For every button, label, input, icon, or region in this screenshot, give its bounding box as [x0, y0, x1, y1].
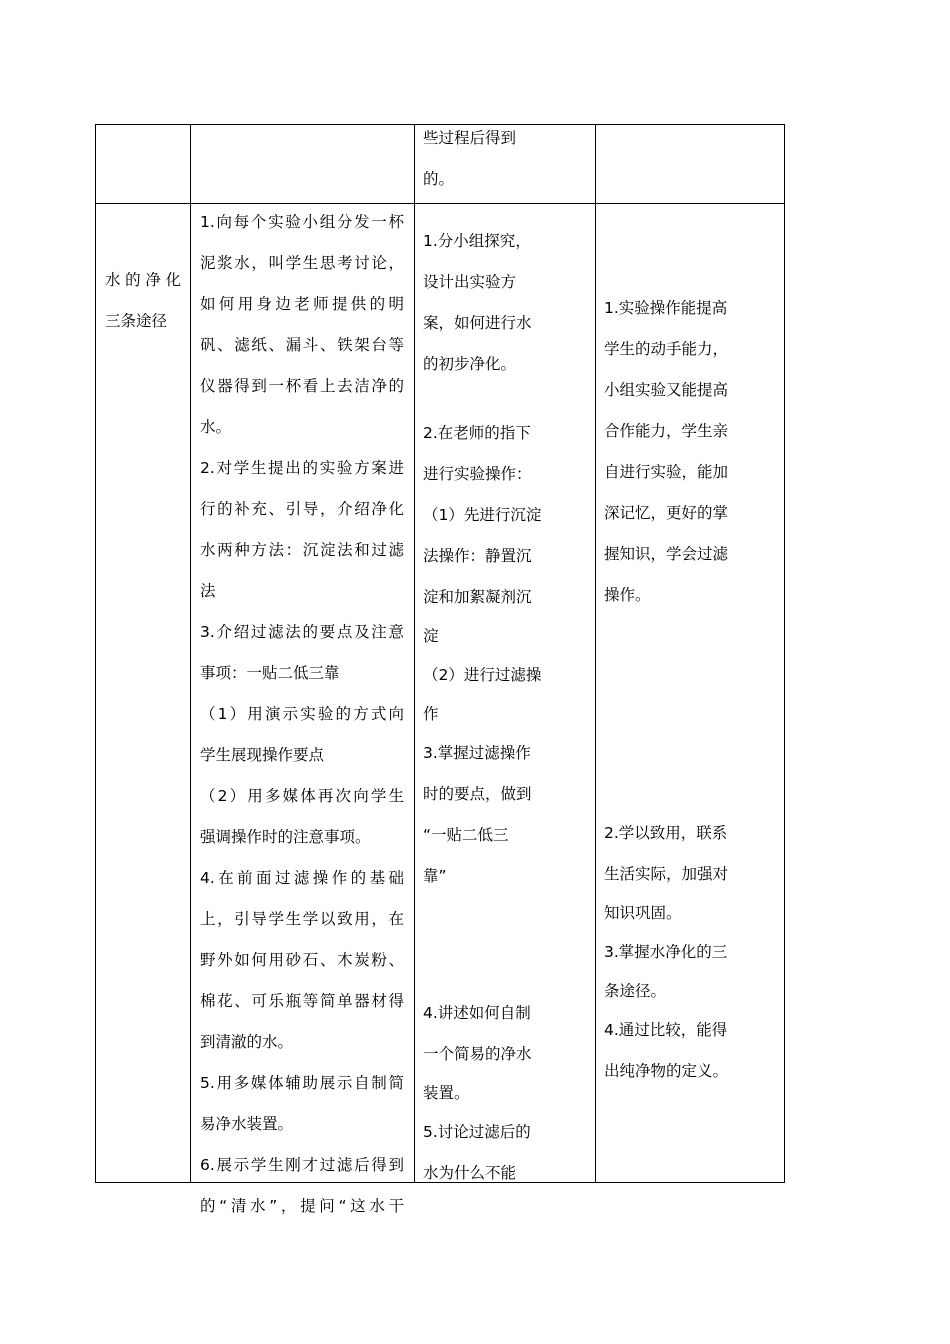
- spacer: [604, 616, 780, 813]
- text-line: 学生的动手能力，: [604, 340, 729, 358]
- row-divider: [95, 203, 785, 204]
- text-line: 水为什么不能: [423, 1164, 517, 1182]
- teacher-activity-cell: [200, 202, 404, 1227]
- text-line: 3.介绍过滤法的要点及注意: [200, 623, 404, 641]
- text-line: 4.讲述如何自制: [423, 1004, 531, 1022]
- text-line: 1.实验操作能提高: [604, 299, 728, 317]
- text-line: 3.掌握水净化的三: [604, 943, 728, 961]
- text-line: 矾、滤纸、漏斗、铁架台等: [200, 336, 404, 354]
- text-line: （1）用演示实验的方式向: [200, 705, 404, 723]
- table-right-border: [784, 124, 785, 1183]
- text-line: 装置。: [423, 1084, 470, 1102]
- row1-student-activity-cell: [423, 118, 591, 200]
- text-line: 知识巩固。: [604, 904, 682, 922]
- text-line: 2.在老师的指下: [423, 424, 531, 442]
- student-activity-cell: [423, 221, 591, 1194]
- column-divider-2: [414, 124, 415, 1183]
- design-intent-cell: [604, 288, 780, 1092]
- text-line: 靠”: [423, 867, 447, 885]
- text-line: 易净水装置。: [200, 1115, 294, 1133]
- text-line: 出纯净物的定义。: [604, 1062, 729, 1080]
- text-line: 握知识，学会过滤: [604, 545, 729, 563]
- text-line: 仪器得到一杯看上去洁净的: [200, 377, 404, 395]
- text-line: 自进行实验，能加: [604, 463, 729, 481]
- text-line: （2）进行过滤操: [423, 666, 542, 684]
- text-line: 5.用多媒体辅助展示自制简: [200, 1074, 404, 1092]
- text-line: 生活实际，加强对: [604, 865, 729, 883]
- text-line: 强调操作时的注意事项。: [200, 828, 371, 846]
- lesson-table: [95, 124, 785, 1215]
- text-line: 的“清水”，提问“这水干: [200, 1197, 404, 1215]
- text-line: 行的补充、引导，介绍净化: [200, 500, 404, 518]
- text-line: 棉花、可乐瓶等简单器材得: [200, 992, 404, 1010]
- text-line: “一贴二低三: [423, 826, 509, 844]
- text-line: 的初步净化。: [423, 355, 517, 373]
- text-line: 案，如何进行水: [423, 314, 532, 332]
- text-line: 3.掌握过滤操作: [423, 744, 531, 762]
- text-line: 1.向每个实验小组分发一杯: [200, 213, 404, 231]
- text-line: 一个简易的净水: [423, 1045, 532, 1063]
- topic-line: 三条途径: [105, 312, 168, 330]
- text-line: 淀和加絮凝剂沉: [423, 588, 532, 606]
- text-line: 1.分小组探究，: [423, 232, 531, 250]
- text-line: 水。: [200, 418, 232, 436]
- text-line: 深记忆，更好的掌: [604, 504, 729, 522]
- text-line: 5.讨论过滤后的: [423, 1123, 531, 1141]
- text-line: 的。: [423, 170, 455, 188]
- table-left-border: [95, 124, 96, 1183]
- text-line: 时的要点，做到: [423, 785, 532, 803]
- text-line: 作: [423, 705, 439, 723]
- text-line: 2.对学生提出的实验方案进: [200, 459, 404, 477]
- text-line: 些过程后得到: [423, 129, 517, 147]
- text-line: （2）用多媒体再次向学生: [200, 787, 404, 805]
- text-line: 合作能力，学生亲: [604, 422, 729, 440]
- text-line: 到清澈的水。: [200, 1033, 294, 1051]
- text-line: 上，引导学生学以致用，在: [200, 910, 404, 928]
- text-line: 进行实验操作：: [423, 465, 532, 483]
- text-line: 条途径。: [604, 982, 667, 1000]
- text-line: 6.展示学生刚才过滤后得到: [200, 1156, 404, 1174]
- text-line: 4.在前面过滤操作的基础: [200, 869, 404, 887]
- spacer: [423, 897, 591, 993]
- text-line: 小组实验又能提高: [604, 381, 729, 399]
- text-line: 2.学以致用，联系: [604, 824, 728, 842]
- column-divider-3: [595, 124, 596, 1183]
- column-divider-1: [190, 124, 191, 1183]
- text-line: 学生展现操作要点: [200, 746, 325, 764]
- topic-line: 水的净化: [105, 271, 181, 289]
- text-line: （1）先进行沉淀: [423, 506, 542, 524]
- text-line: 法: [200, 582, 216, 600]
- text-line: 设计出实验方: [423, 273, 517, 291]
- text-line: 事项：一贴二低三靠: [200, 664, 340, 682]
- text-line: 水两种方法：沉淀法和过滤: [200, 541, 404, 559]
- spacer: [423, 385, 591, 413]
- text-line: 操作。: [604, 586, 651, 604]
- text-line: 泥浆水，叫学生思考讨论，: [200, 254, 404, 272]
- text-line: 4.通过比较，能得: [604, 1021, 728, 1039]
- topic-cell: [105, 260, 181, 342]
- text-line: 如何用身边老师提供的明: [200, 295, 404, 313]
- text-line: 法操作：静置沉: [423, 547, 532, 565]
- text-line: 野外如何用砂石、木炭粉、: [200, 951, 404, 969]
- text-line: 淀: [423, 627, 439, 645]
